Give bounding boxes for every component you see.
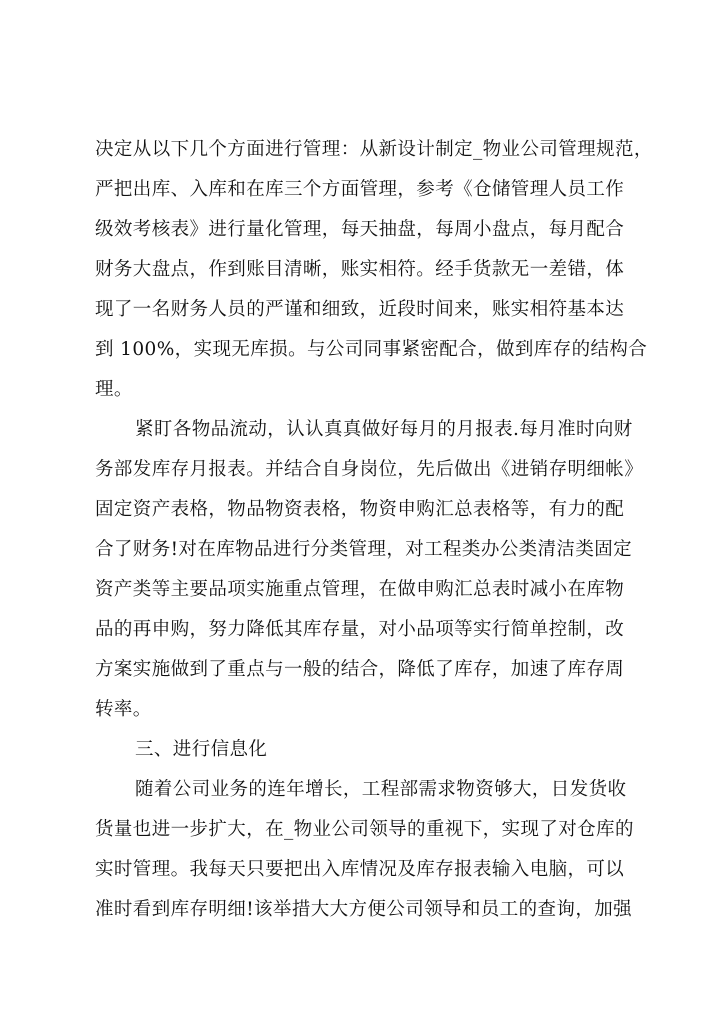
text-line: 品的再申购，努力降低其库存量，对小品项等实行简单控制，改: [95, 619, 625, 640]
text-line: 现了一名财务人员的严谨和细致，近段时间来，账实相符基本达: [95, 299, 625, 320]
section-heading: 三、进行信息化: [135, 739, 268, 760]
text-line: 固定资产表格，物品物资表格，物资申购汇总表格等，有力的配: [95, 499, 625, 520]
text-line: 决定从以下几个方面进行管理：从新设计制定_物业公司管理规范，: [95, 139, 653, 160]
text-line: 理。: [95, 379, 133, 400]
text-line: 严把出库、入库和在库三个方面管理，参考《仓储管理人员工作: [95, 179, 625, 200]
text-line: 合了财务!对在库物品进行分类管理，对工程类办公类清洁类固定: [95, 539, 633, 560]
text-line: 财务大盘点，作到账目清晰，账实相符。经手货款无一差错，体: [95, 259, 625, 280]
document-body: [95, 130, 653, 930]
paragraph-start-line: 紧盯各物品流动，认认真真做好每月的月报表.每月准时向财: [135, 419, 633, 440]
text-line: 实时管理。我每天只要把出入库情况及库存报表输入电脑，可以: [95, 859, 625, 880]
paragraph-start-line: 随着公司业务的连年增长，工程部需求物资够大，日发货收: [135, 779, 627, 800]
text-line: 货量也进一步扩大，在_物业公司领导的重视下，实现了对仓库的: [95, 819, 634, 840]
text-line: 转率。: [95, 699, 152, 720]
text-line: 方案实施做到了重点与一般的结合，降低了库存，加速了库存周: [95, 659, 625, 680]
text-line: 到 100%，实现无库损。与公司同事紧密配合，做到库存的结构合: [95, 339, 648, 360]
text-line: 资产类等主要品项实施重点管理，在做申购汇总表时减小在库物: [95, 579, 625, 600]
text-line: 级效考核表》进行量化管理，每天抽盘，每周小盘点，每月配合: [95, 219, 625, 240]
text-line: 准时看到库存明细!该举措大大方便公司领导和员工的查询，加强: [95, 899, 633, 920]
text-line: 务部发库存月报表。并结合自身岗位，先后做出《进销存明细帐》: [95, 459, 644, 480]
